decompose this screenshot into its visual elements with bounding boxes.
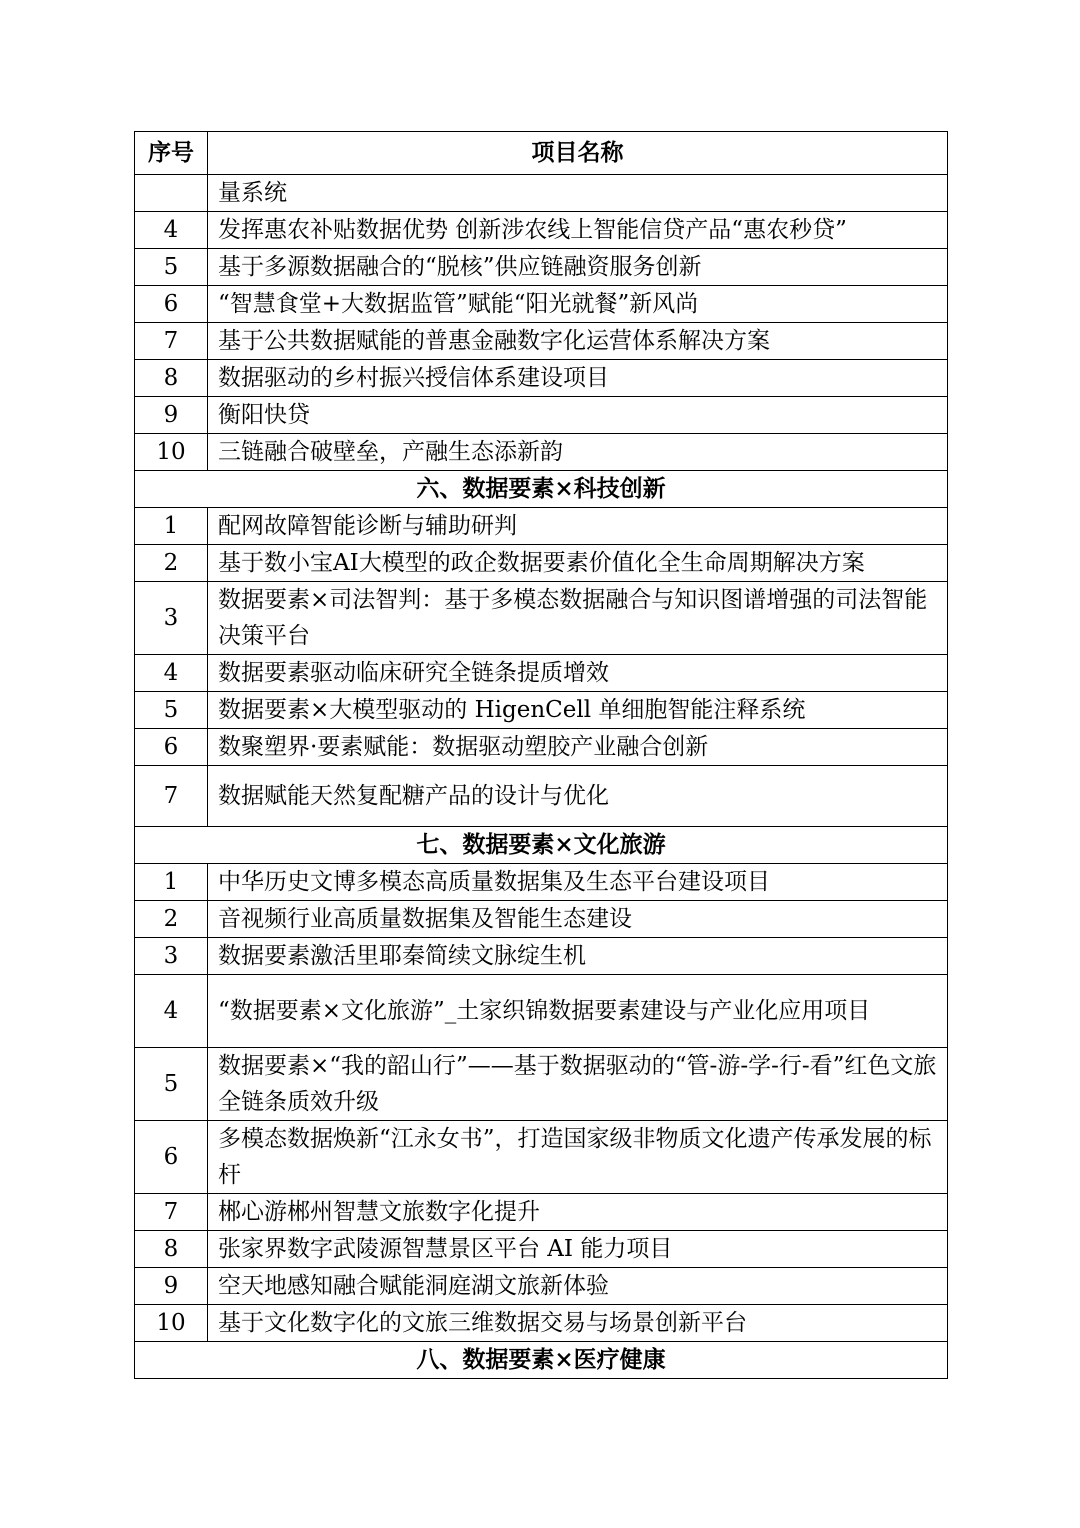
section-header-row [135,471,948,508]
table-row [135,286,948,323]
table-row [135,508,948,545]
row-number: 4 [135,212,208,249]
table-row [135,938,948,975]
table-row [135,545,948,582]
row-name: 多模态数据焕新“江永女书”，打造国家级非物质文化遗产传承发展的标杆 [208,1121,948,1194]
table-row [135,582,948,655]
row-number: 7 [135,323,208,360]
row-number: 2 [135,545,208,582]
row-name: 数据要素×大模型驱动的 HigenCell 单细胞智能注释系统 [208,692,948,729]
row-name: 数据要素×司法智判：基于多模态数据融合与知识图谱增强的司法智能决策平台 [208,582,948,655]
row-name: “数据要素×文化旅游”_土家织锦数据要素建设与产业化应用项目 [208,975,948,1048]
row-number: 7 [135,766,208,827]
table-row [135,1231,948,1268]
row-name: 数据要素×“我的韶山行”——基于数据驱动的“管-游-学-行-看”红色文旅全链条质效升级 [208,1048,948,1121]
row-number: 7 [135,1194,208,1231]
row-name: 数据要素驱动临床研究全链条提质增效 [208,655,948,692]
row-name: 数据驱动的乡村振兴授信体系建设项目 [208,360,948,397]
row-number: 3 [135,582,208,655]
section-header-row [135,827,948,864]
row-number: 9 [135,1268,208,1305]
row-number: 8 [135,360,208,397]
row-name: 数据要素激活里耶秦简续文脉绽生机 [208,938,948,975]
row-number: 1 [135,508,208,545]
section-header-row [135,1342,948,1379]
section-title-tech-innovation: 六、数据要素×科技创新 [135,471,948,508]
table-row [135,1268,948,1305]
row-number: 4 [135,975,208,1048]
row-number: 6 [135,729,208,766]
table-row [135,975,948,1048]
row-name: 量系统 [208,175,948,212]
row-name: 衡阳快贷 [208,397,948,434]
table-row [135,1194,948,1231]
row-number: 6 [135,286,208,323]
row-number: 5 [135,692,208,729]
row-number: 10 [135,434,208,471]
table-row [135,864,948,901]
table-row [135,655,948,692]
row-name: 基于文化数字化的文旅三维数据交易与场景创新平台 [208,1305,948,1342]
table-row [135,692,948,729]
row-number: 1 [135,864,208,901]
row-name: 配网故障智能诊断与辅助研判 [208,508,948,545]
table-header-row [135,132,948,175]
row-name: 张家界数字武陵源智慧景区平台 AI 能力项目 [208,1231,948,1268]
row-number: 4 [135,655,208,692]
row-name: 郴心游郴州智慧文旅数字化提升 [208,1194,948,1231]
table-row [135,434,948,471]
row-name: 数据赋能天然复配糖产品的设计与优化 [208,766,948,827]
row-number: 2 [135,901,208,938]
row-number: 3 [135,938,208,975]
header-serial-number: 序号 [135,132,208,175]
section-title-medical-health: 八、数据要素×医疗健康 [135,1342,948,1379]
row-name: 中华历史文博多模态高质量数据集及生态平台建设项目 [208,864,948,901]
table-row [135,901,948,938]
table-row [135,1048,948,1121]
row-name: “智慧食堂+大数据监管”赋能“阳光就餐”新风尚 [208,286,948,323]
row-number [135,175,208,212]
table-row [135,729,948,766]
table-row [135,323,948,360]
table-row [135,249,948,286]
row-name: 音视频行业高质量数据集及智能生态建设 [208,901,948,938]
row-number: 6 [135,1121,208,1194]
row-number: 10 [135,1305,208,1342]
row-name: 基于数小宝AI大模型的政企数据要素价值化全生命周期解决方案 [208,545,948,582]
table-row [135,175,948,212]
header-project-name: 项目名称 [208,132,948,175]
row-name: 三链融合破壁垒，产融生态添新韵 [208,434,948,471]
row-number: 8 [135,1231,208,1268]
table-row [135,766,948,827]
project-table [134,131,948,1379]
row-name: 发挥惠农补贴数据优势 创新涉农线上智能信贷产品“惠农秒贷” [208,212,948,249]
table-row [135,397,948,434]
table-row [135,360,948,397]
row-number: 5 [135,249,208,286]
table-row [135,1305,948,1342]
row-name: 空天地感知融合赋能洞庭湖文旅新体验 [208,1268,948,1305]
row-number: 9 [135,397,208,434]
table-row [135,212,948,249]
section-title-culture-tourism: 七、数据要素×文化旅游 [135,827,948,864]
row-name: 数聚塑界·要素赋能：数据驱动塑胶产业融合创新 [208,729,948,766]
row-number: 5 [135,1048,208,1121]
row-name: 基于多源数据融合的“脱核”供应链融资服务创新 [208,249,948,286]
row-name: 基于公共数据赋能的普惠金融数字化运营体系解决方案 [208,323,948,360]
table-row [135,1121,948,1194]
